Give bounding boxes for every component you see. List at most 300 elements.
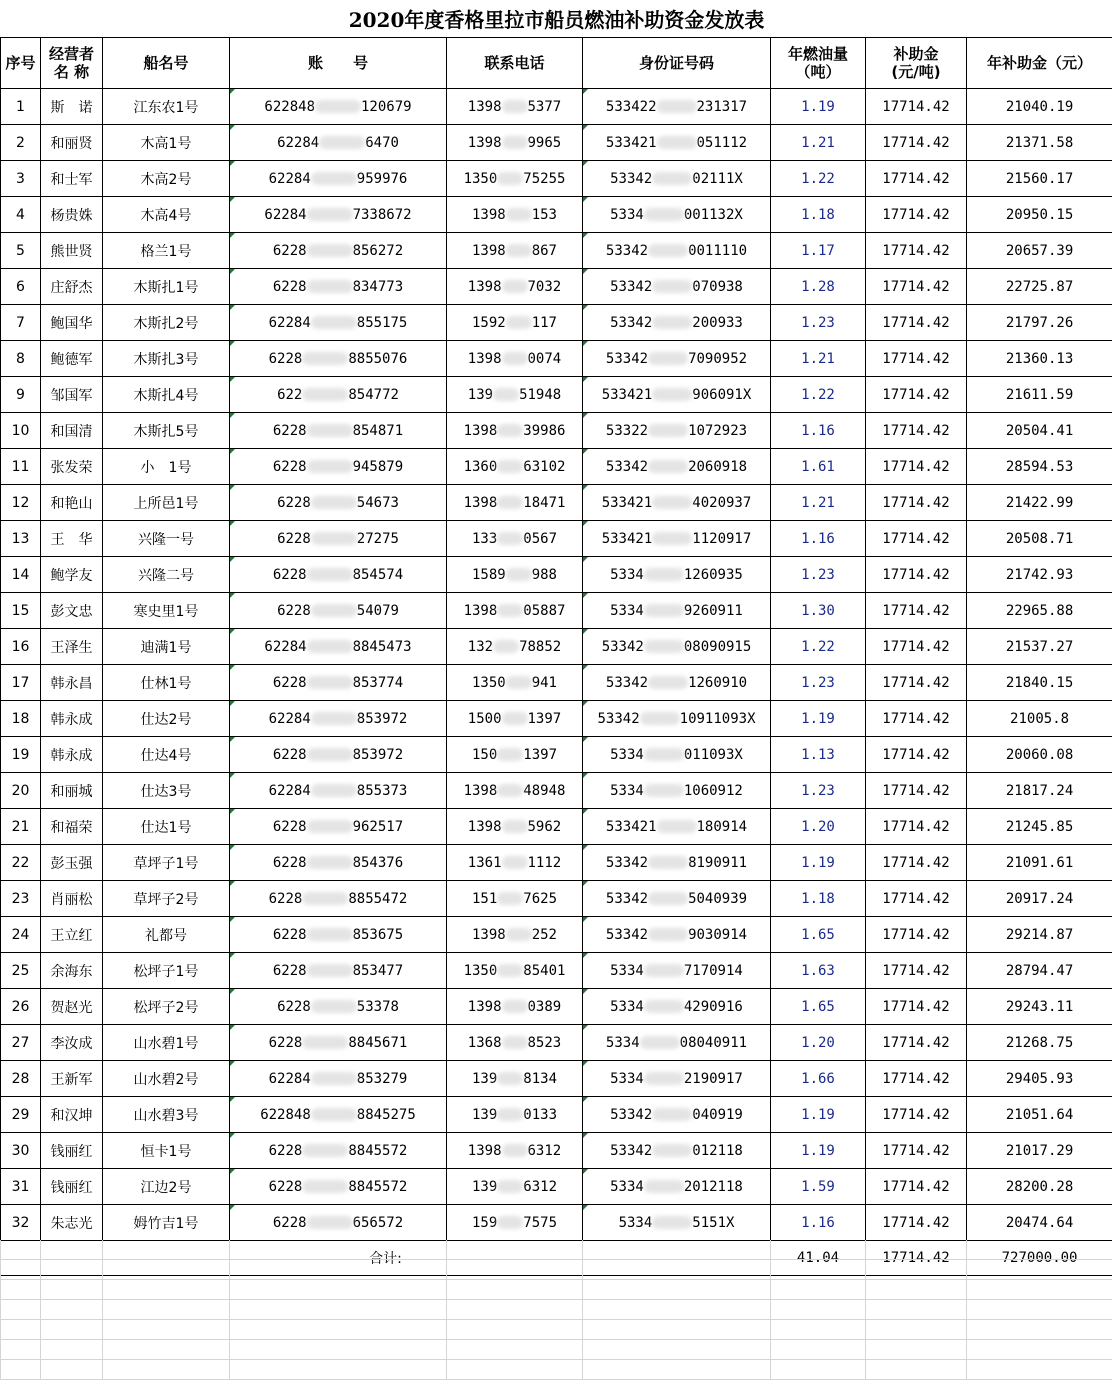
idcard-prefix: 53342	[610, 314, 653, 331]
cell-account	[230, 989, 447, 1025]
redaction-blur	[652, 1144, 692, 1157]
empty-cell[interactable]	[230, 1260, 447, 1280]
empty-cell[interactable]	[771, 1340, 866, 1360]
redaction-blur	[311, 316, 357, 329]
idcard-prefix: 53342	[605, 350, 649, 367]
cell-phone	[447, 917, 583, 953]
cell-boat: 兴隆一号	[103, 521, 230, 557]
empty-grid-row	[1, 1260, 1112, 1280]
cell-operator: 钱丽红	[41, 1133, 103, 1169]
empty-cell[interactable]	[967, 1300, 1112, 1320]
empty-cell[interactable]	[230, 1300, 447, 1320]
cell-rate: 17714.42	[866, 953, 967, 989]
idcard-prefix: 5334	[610, 746, 644, 763]
table-row	[1, 341, 1112, 377]
account-prefix: 62284	[268, 170, 311, 187]
empty-cell[interactable]	[230, 1360, 447, 1380]
cell-idcard	[583, 1097, 771, 1133]
cell-annual: 20950.15	[967, 197, 1112, 233]
cell-idcard	[583, 1061, 771, 1097]
empty-cell[interactable]	[447, 1240, 583, 1260]
cell-annual: 22725.87	[967, 269, 1112, 305]
empty-cell[interactable]	[583, 1260, 771, 1280]
cell-operator: 鲍德军	[41, 341, 103, 377]
cell-seq: 21	[1, 809, 41, 845]
cell-rate: 17714.42	[866, 341, 967, 377]
table-row	[1, 989, 1112, 1025]
cell-phone	[447, 161, 583, 197]
cell-rate: 17714.42	[866, 125, 967, 161]
cell-account	[230, 809, 447, 845]
empty-cell[interactable]	[866, 1360, 967, 1380]
cell-phone	[447, 989, 583, 1025]
cell-boat: 仕林1号	[103, 665, 230, 701]
idcard-suffix: 4290916	[683, 998, 743, 1015]
phone-prefix: 151	[471, 890, 498, 907]
empty-cell[interactable]	[447, 1260, 583, 1280]
account-prefix: 6228	[268, 350, 303, 367]
cell-phone	[447, 449, 583, 485]
empty-cell[interactable]	[41, 1280, 103, 1300]
account-prefix: 622848	[264, 98, 315, 115]
empty-cell[interactable]	[1, 1300, 41, 1320]
idcard-suffix: 5151X	[692, 1214, 735, 1231]
cell-operator: 邹国军	[41, 377, 103, 413]
cell-fuel: 1.17	[771, 233, 866, 269]
idcard-suffix: 7090952	[688, 350, 748, 367]
redaction-blur	[652, 496, 692, 509]
phone-prefix: 1398	[471, 242, 506, 259]
redaction-blur	[311, 1000, 357, 1013]
account-suffix: 856272	[352, 242, 404, 259]
redaction-blur	[311, 604, 357, 617]
cell-idcard	[583, 917, 771, 953]
redaction-blur	[652, 280, 692, 293]
phone-suffix: 1112	[527, 854, 562, 871]
empty-cell[interactable]	[447, 1320, 583, 1340]
phone-suffix: 48948	[523, 782, 566, 799]
account-prefix: 6228	[272, 242, 307, 259]
cell-account	[230, 845, 447, 881]
phone-suffix: 5377	[527, 98, 562, 115]
cell-annual: 21742.93	[967, 557, 1112, 593]
cell-annual: 21245.85	[967, 809, 1112, 845]
account-prefix: 6228	[268, 1034, 303, 1051]
cell-idcard	[583, 1205, 771, 1241]
empty-cell[interactable]	[1, 1260, 41, 1280]
account-suffix: 945879	[352, 458, 404, 475]
phone-prefix: 1398	[471, 206, 506, 223]
phone-suffix: 988	[531, 566, 557, 583]
phone-suffix: 51948	[519, 386, 562, 403]
empty-cell[interactable]	[583, 1320, 771, 1340]
cell-annual: 21611.59	[967, 377, 1112, 413]
header-annual: 年补助金（元）	[967, 38, 1112, 89]
header-account: 账 号	[230, 38, 447, 89]
account-prefix: 62284	[264, 206, 307, 223]
cell-seq: 10	[1, 413, 41, 449]
cell-fuel: 1.21	[771, 485, 866, 521]
phone-suffix: 05887	[523, 602, 566, 619]
cell-idcard	[583, 593, 771, 629]
cell-boat: 格兰1号	[103, 233, 230, 269]
redaction-blur	[644, 748, 684, 761]
idcard-suffix: 1060912	[683, 782, 743, 799]
account-suffix: 962517	[352, 818, 404, 835]
redaction-blur	[506, 316, 532, 329]
cell-operator: 和艳山	[41, 485, 103, 521]
account-suffix: 853675	[352, 926, 404, 943]
empty-cell[interactable]	[583, 1300, 771, 1320]
account-prefix: 6228	[272, 278, 307, 295]
table-row	[1, 809, 1112, 845]
empty-cell[interactable]	[967, 1280, 1112, 1300]
phone-prefix: 159	[471, 1214, 498, 1231]
redaction-blur	[311, 496, 357, 509]
phone-suffix: 153	[531, 206, 557, 223]
empty-cell[interactable]	[967, 1320, 1112, 1340]
phone-prefix: 1398	[463, 494, 498, 511]
cell-phone	[447, 1025, 583, 1061]
cell-operator: 鲍学友	[41, 557, 103, 593]
cell-phone	[447, 809, 583, 845]
cell-phone	[447, 1133, 583, 1169]
cell-operator: 和汉坤	[41, 1097, 103, 1133]
header-rate-line2: (元/吨)	[891, 63, 941, 81]
cell-operator: 和福荣	[41, 809, 103, 845]
empty-cell[interactable]	[967, 1240, 1112, 1260]
redaction-blur	[497, 532, 523, 545]
cell-annual: 21560.17	[967, 161, 1112, 197]
redaction-blur	[307, 928, 353, 941]
empty-cell[interactable]	[103, 1260, 230, 1280]
empty-cell[interactable]	[41, 1320, 103, 1340]
empty-cell[interactable]	[866, 1240, 967, 1260]
empty-cell[interactable]	[103, 1320, 230, 1340]
cell-rate: 17714.42	[866, 1025, 967, 1061]
header-rate	[866, 38, 967, 89]
account-prefix: 6228	[272, 818, 307, 835]
cell-fuel: 1.18	[771, 881, 866, 917]
cell-rate: 17714.42	[866, 1169, 967, 1205]
phone-prefix: 139	[471, 1070, 498, 1087]
phone-prefix: 1350	[463, 170, 498, 187]
idcard-prefix: 53342	[605, 890, 649, 907]
empty-grid-row	[1, 1240, 1112, 1260]
account-suffix: 959976	[356, 170, 408, 187]
empty-cell[interactable]	[866, 1320, 967, 1340]
cell-account	[230, 953, 447, 989]
phone-suffix: 941	[531, 674, 557, 691]
redaction-blur	[644, 1000, 684, 1013]
redaction-blur	[311, 1072, 357, 1085]
empty-cell[interactable]	[230, 1280, 447, 1300]
cell-rate: 17714.42	[866, 1133, 967, 1169]
idcard-suffix: 040919	[692, 1106, 743, 1123]
header-operator-line2: 名 称	[53, 63, 90, 81]
cell-boat: 松坪子2号	[103, 989, 230, 1025]
cell-fuel: 1.16	[771, 521, 866, 557]
cell-account	[230, 773, 447, 809]
cell-seq: 28	[1, 1061, 41, 1097]
redaction-blur	[319, 136, 365, 149]
cell-idcard	[583, 665, 771, 701]
empty-cell[interactable]	[866, 1300, 967, 1320]
account-prefix: 6228	[272, 854, 307, 871]
phone-suffix: 252	[531, 926, 557, 943]
phone-suffix: 78852	[519, 638, 562, 655]
redaction-blur	[311, 784, 357, 797]
cell-boat: 木斯扎4号	[103, 377, 230, 413]
cell-account	[230, 1061, 447, 1097]
header-operator-line1: 经营者	[48, 45, 94, 63]
empty-cell[interactable]	[230, 1340, 447, 1360]
idcard-suffix: 4020937	[692, 494, 752, 511]
empty-cell[interactable]	[866, 1280, 967, 1300]
account-suffix: 853972	[356, 710, 408, 727]
account-suffix: 855175	[356, 314, 408, 331]
cell-fuel: 1.16	[771, 413, 866, 449]
cell-rate: 17714.42	[866, 845, 967, 881]
cell-fuel: 1.23	[771, 773, 866, 809]
empty-cell[interactable]	[230, 1320, 447, 1340]
idcard-suffix: 2190917	[683, 1070, 743, 1087]
empty-cell[interactable]	[866, 1260, 967, 1280]
cell-account	[230, 269, 447, 305]
redaction-blur	[644, 640, 684, 653]
empty-cell[interactable]	[41, 1360, 103, 1380]
table-row	[1, 1169, 1112, 1205]
empty-cell[interactable]	[583, 1360, 771, 1380]
phone-suffix: 867	[531, 242, 557, 259]
empty-cell[interactable]	[447, 1360, 583, 1380]
empty-cell[interactable]	[1, 1280, 41, 1300]
account-suffix: 853477	[352, 962, 404, 979]
idcard-suffix: 231317	[696, 98, 748, 115]
phone-suffix: 7032	[527, 278, 562, 295]
redaction-blur	[644, 1180, 684, 1193]
cell-operator: 韩永成	[41, 737, 103, 773]
phone-prefix: 1398	[463, 602, 498, 619]
account-suffix: 854376	[352, 854, 404, 871]
cell-fuel: 1.23	[771, 665, 866, 701]
empty-grid-row	[1, 1320, 1112, 1340]
empty-cell[interactable]	[1, 1340, 41, 1360]
cell-fuel: 1.19	[771, 89, 866, 125]
cell-account	[230, 1133, 447, 1169]
empty-cell[interactable]	[771, 1260, 866, 1280]
empty-cell[interactable]	[866, 1340, 967, 1360]
redaction-blur	[657, 820, 697, 833]
cell-seq: 13	[1, 521, 41, 557]
cell-fuel: 1.21	[771, 125, 866, 161]
cell-rate: 17714.42	[866, 197, 967, 233]
empty-cell[interactable]	[771, 1360, 866, 1380]
idcard-suffix: 001132X	[683, 206, 743, 223]
cell-annual: 20508.71	[967, 521, 1112, 557]
empty-cell[interactable]	[771, 1300, 866, 1320]
cell-boat: 山水碧1号	[103, 1025, 230, 1061]
cell-fuel: 1.65	[771, 917, 866, 953]
empty-cell[interactable]	[41, 1340, 103, 1360]
cell-phone	[447, 953, 583, 989]
empty-cell[interactable]	[967, 1260, 1112, 1280]
empty-cell[interactable]	[771, 1280, 866, 1300]
cell-rate: 17714.42	[866, 377, 967, 413]
cell-account	[230, 449, 447, 485]
idcard-prefix: 5334	[618, 1214, 653, 1231]
empty-cell[interactable]	[103, 1240, 230, 1260]
idcard-suffix: 1072923	[688, 422, 748, 439]
redaction-blur	[506, 928, 532, 941]
cell-account	[230, 233, 447, 269]
cell-seq: 23	[1, 881, 41, 917]
cell-operator: 余海东	[41, 953, 103, 989]
cell-rate: 17714.42	[866, 701, 967, 737]
cell-rate: 17714.42	[866, 521, 967, 557]
cell-operator: 王 华	[41, 521, 103, 557]
empty-cell[interactable]	[967, 1340, 1112, 1360]
account-prefix: 6228	[268, 890, 303, 907]
redaction-blur	[497, 460, 523, 473]
phone-prefix: 1589	[471, 566, 506, 583]
header-phone: 联系电话	[447, 38, 583, 89]
idcard-suffix: 2012118	[683, 1178, 743, 1195]
cell-operator: 王立红	[41, 917, 103, 953]
empty-cell[interactable]	[771, 1240, 866, 1260]
phone-prefix: 1398	[467, 1142, 502, 1159]
cell-rate: 17714.42	[866, 305, 967, 341]
cell-phone	[447, 881, 583, 917]
cell-account	[230, 629, 447, 665]
redaction-blur	[307, 676, 353, 689]
redaction-blur	[497, 1180, 523, 1193]
empty-cell[interactable]	[583, 1240, 771, 1260]
account-prefix: 6228	[277, 602, 311, 619]
table-row	[1, 269, 1112, 305]
empty-cell[interactable]	[1, 1360, 41, 1380]
redaction-blur	[648, 856, 688, 869]
empty-cell[interactable]	[447, 1300, 583, 1320]
table-row	[1, 1061, 1112, 1097]
cell-operator: 和士军	[41, 161, 103, 197]
idcard-prefix: 5334	[610, 1178, 644, 1195]
table-row	[1, 161, 1112, 197]
empty-cell[interactable]	[583, 1340, 771, 1360]
empty-cell[interactable]	[41, 1260, 103, 1280]
phone-suffix: 0074	[527, 350, 562, 367]
redaction-blur	[311, 172, 357, 185]
phone-suffix: 63102	[523, 458, 566, 475]
cell-phone	[447, 629, 583, 665]
empty-cell[interactable]	[771, 1320, 866, 1340]
table-row	[1, 737, 1112, 773]
cell-rate: 17714.42	[866, 593, 967, 629]
header-operator	[41, 38, 103, 89]
empty-cell[interactable]	[583, 1280, 771, 1300]
table-row	[1, 1205, 1112, 1241]
cell-account	[230, 881, 447, 917]
redaction-blur	[502, 856, 528, 869]
redaction-blur	[311, 712, 357, 725]
empty-cell[interactable]	[41, 1240, 103, 1260]
cell-fuel: 1.59	[771, 1169, 866, 1205]
cell-phone	[447, 1169, 583, 1205]
empty-cell[interactable]	[1, 1240, 41, 1260]
redaction-blur	[311, 532, 357, 545]
empty-cell[interactable]	[103, 1340, 230, 1360]
redaction-blur	[315, 100, 361, 113]
idcard-suffix: 02111X	[692, 170, 743, 187]
cell-fuel: 1.19	[771, 701, 866, 737]
cell-seq: 32	[1, 1205, 41, 1241]
cell-boat: 草坪子1号	[103, 845, 230, 881]
cell-phone	[447, 125, 583, 161]
cell-account	[230, 1025, 447, 1061]
cell-seq: 19	[1, 737, 41, 773]
cell-boat: 木斯扎1号	[103, 269, 230, 305]
account-prefix: 6228	[272, 962, 307, 979]
cell-fuel: 1.23	[771, 305, 866, 341]
empty-cell[interactable]	[41, 1300, 103, 1320]
cell-seq: 15	[1, 593, 41, 629]
cell-fuel: 1.22	[771, 377, 866, 413]
cell-seq: 3	[1, 161, 41, 197]
idcard-suffix: 7170914	[683, 962, 743, 979]
redaction-blur	[652, 172, 692, 185]
cell-boat: 木斯扎2号	[103, 305, 230, 341]
account-suffix: 53378	[356, 998, 399, 1015]
cell-rate: 17714.42	[866, 1097, 967, 1133]
cell-account	[230, 701, 447, 737]
idcard-prefix: 5334	[610, 998, 644, 1015]
redaction-blur	[302, 892, 348, 905]
redaction-blur	[657, 136, 697, 149]
cell-rate: 17714.42	[866, 269, 967, 305]
idcard-prefix: 533421	[601, 530, 653, 547]
total-fuel: 41.04	[771, 1241, 866, 1276]
empty-cell[interactable]	[1, 1320, 41, 1340]
account-suffix: 8845572	[348, 1178, 408, 1195]
table-row	[1, 773, 1112, 809]
empty-cell[interactable]	[967, 1360, 1112, 1380]
idcard-suffix: 200933	[692, 314, 743, 331]
account-suffix: 120679	[361, 98, 412, 115]
idcard-prefix: 5334	[610, 206, 644, 223]
cell-rate: 17714.42	[866, 1205, 967, 1241]
cell-idcard	[583, 881, 771, 917]
cell-boat: 木斯扎5号	[103, 413, 230, 449]
cell-idcard	[583, 1169, 771, 1205]
empty-cell[interactable]	[103, 1280, 230, 1300]
table-row	[1, 1025, 1112, 1061]
redaction-blur	[307, 244, 353, 257]
redaction-blur	[307, 640, 353, 653]
redaction-blur	[493, 640, 519, 653]
idcard-prefix: 53342	[601, 638, 644, 655]
empty-cell[interactable]	[447, 1280, 583, 1300]
header-rate-line1: 补助金	[893, 45, 939, 63]
empty-cell[interactable]	[447, 1340, 583, 1360]
redaction-blur	[307, 964, 353, 977]
idcard-suffix: 1120917	[692, 530, 752, 547]
empty-cell[interactable]	[103, 1300, 230, 1320]
cell-boat: 江边2号	[103, 1169, 230, 1205]
cell-rate: 17714.42	[866, 485, 967, 521]
empty-cell[interactable]	[230, 1240, 447, 1260]
cell-idcard	[583, 161, 771, 197]
empty-cell[interactable]	[103, 1360, 230, 1380]
